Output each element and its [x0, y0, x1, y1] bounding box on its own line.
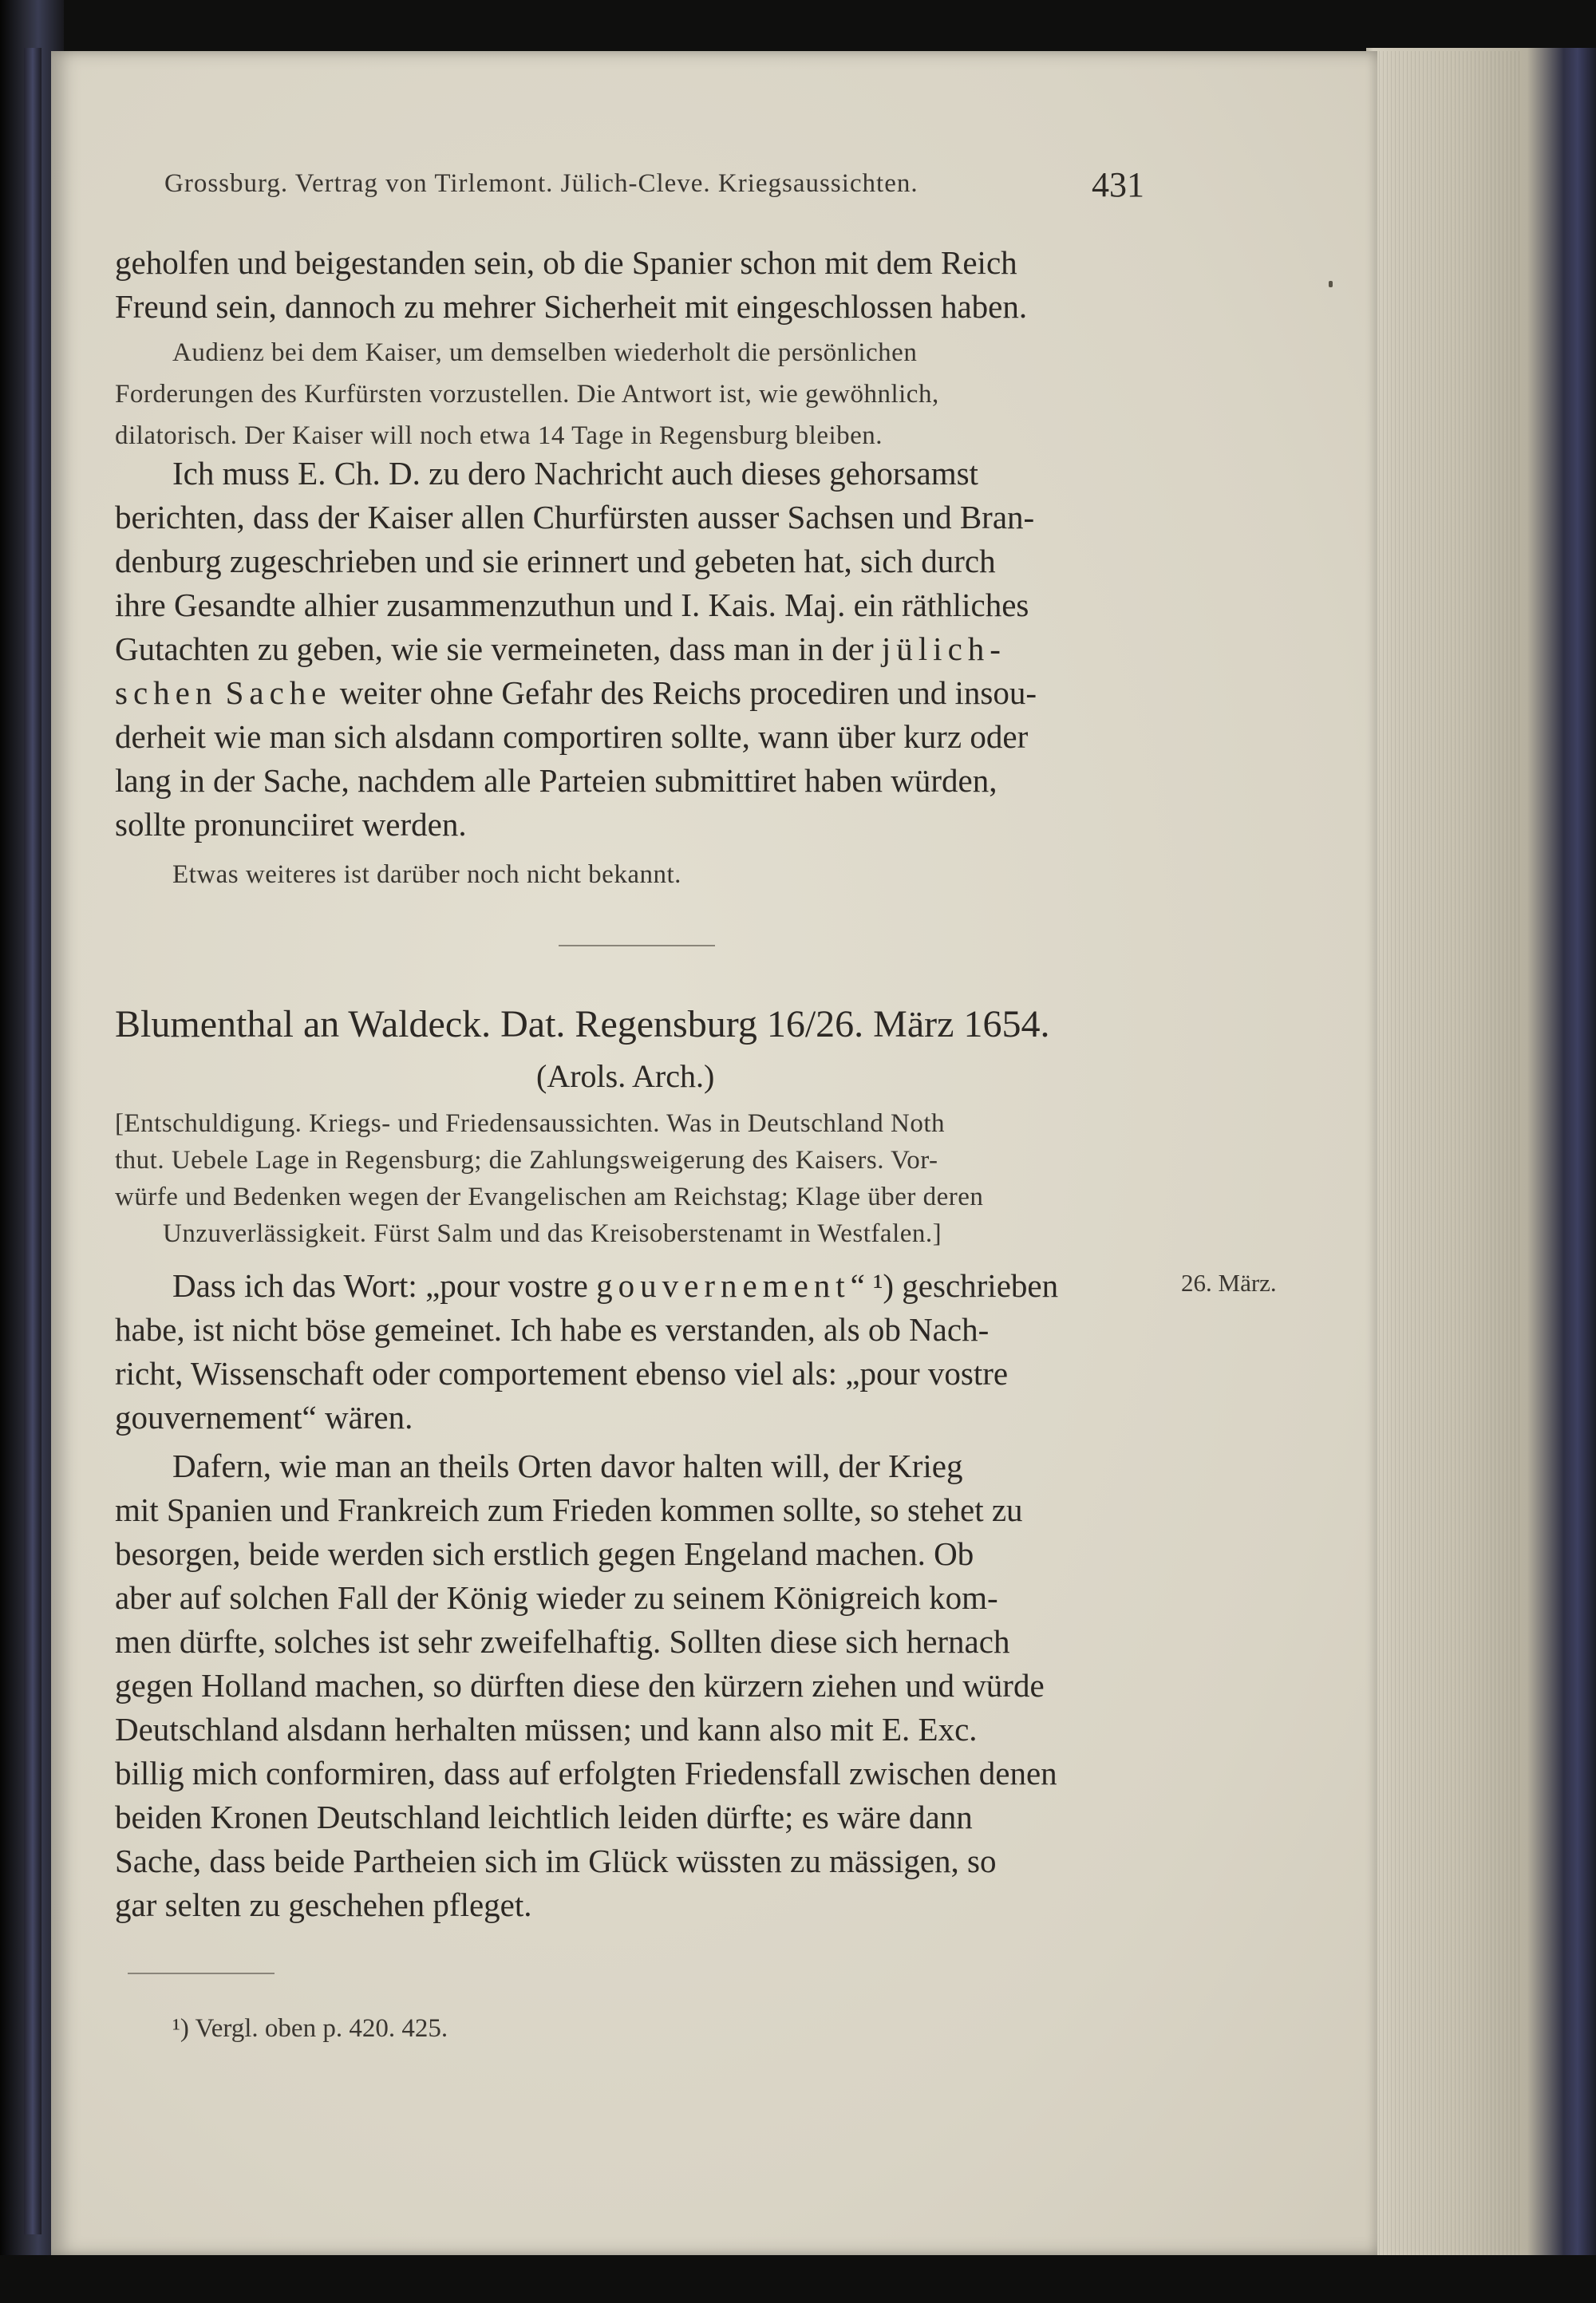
text-line: thut. Uebele Lage in Regensburg; die Zahlungsweigerung des Kaisers. Vor- — [115, 1146, 938, 1175]
text-line: denburg zugeschrieben und sie erinnert und gebeten hat, sich durch — [115, 543, 996, 579]
text-line: gouvernement“ wären. — [115, 1399, 413, 1436]
text-line: geholfen und beigestanden sein, ob die Spanier schon mit dem Reich — [115, 244, 1017, 281]
text-line: aber auf solchen Fall der König wieder zu seinem Königreich kom- — [115, 1579, 998, 1616]
text-line: gegen Holland machen, so dürften diese den kürzern ziehen und würde — [115, 1667, 1045, 1704]
text-line: men dürfte, solches ist sehr zweifelhaftig. Sollten diese sich hernach — [115, 1623, 1010, 1660]
archive-source: (Arols. Arch.) — [536, 1058, 715, 1094]
text-line — [172, 1264, 1058, 1308]
text-line: ihre Gesandte alhier zusammenzuthun und I. Kais. Maj. ein räthliches — [115, 587, 1029, 623]
text-line: Ich muss E. Ch. D. zu dero Nachricht auch dieses gehorsamst — [172, 455, 978, 492]
section-divider — [559, 945, 715, 946]
running-header: Grossburg. Vertrag von Tirlemont. Jülich-Cleve. Kriegsaussichten. — [164, 169, 918, 198]
text-line: Audienz bei dem Kaiser, um demselben wiederholt die persönlichen — [172, 338, 918, 367]
text-line: dilatorisch. Der Kaiser will noch etwa 14 Tage in Regensburg bleiben. — [115, 421, 883, 450]
scan-background-bottom — [0, 2255, 1596, 2303]
text-line: derheit wie man sich alsdann comportiren sollte, wann über kurz oder — [115, 718, 1029, 755]
text-line: Deutschland alsdann herhalten müssen; und kann also mit E. Exc. — [115, 1711, 978, 1748]
text-line: würfe und Bedenken wegen der Evangelischen am Reichstag; Klage über deren — [115, 1183, 984, 1211]
scan-background-top — [0, 0, 1596, 51]
spaced-emphasis: gouvernement — [596, 1267, 851, 1304]
footnote-reference: “ ¹) geschrieben — [850, 1267, 1059, 1304]
closing-note: Etwas weiteres ist darüber noch nicht bekannt. — [172, 860, 681, 889]
text-line: sollte pronunciiret werden. — [115, 806, 467, 843]
text-line: billig mich conformiren, dass auf erfolgten Friedensfall zwischen denen — [115, 1755, 1057, 1791]
footnote: ¹) Vergl. oben p. 420. 425. — [172, 2014, 448, 2043]
page-edge-lines — [1379, 51, 1523, 2260]
text-line: Freund sein, dannoch zu mehrer Sicherheit mit eingeschlossen haben. — [115, 288, 1028, 325]
text-line — [115, 627, 1006, 671]
text-line: lang in der Sache, nachdem alle Parteien submittiret haben würden, — [115, 762, 998, 799]
text-line: richt, Wissenschaft oder comportement ebenso viel als: „pour vostre — [115, 1355, 1009, 1392]
spaced-emphasis: schen — [115, 674, 218, 711]
margin-date: 26. März. — [1181, 1269, 1277, 1297]
text-line: Sache, dass beide Partheien sich im Glück wüssten zu mässigen, so — [115, 1843, 997, 1879]
text-line: gar selten zu geschehen pfleget. — [115, 1886, 532, 1923]
paper-speck — [1329, 281, 1333, 287]
text-line: [Entschuldigung. Kriegs- und Friedensaussichten. Was in Deutschland Noth — [115, 1109, 945, 1138]
text-line — [115, 671, 1037, 715]
letter-heading: Blumenthal an Waldeck. Dat. Regensburg 16/26. März 1654. — [115, 1003, 1050, 1045]
text-fragment: Gutachten zu geben, wie sie vermeineten, dass man in der — [115, 630, 874, 667]
text-line: Forderungen des Kurfürsten vorzustellen. Die Antwort ist, wie gewöhnlich, — [115, 380, 939, 409]
text-line: Unzuverlässigkeit. Fürst Salm und das Kreisoberstenamt in Westfalen.] — [163, 1219, 942, 1248]
left-binding-edge — [24, 48, 41, 2234]
footnote-separator — [128, 1973, 275, 1974]
text-fragment: Dass ich das Wort: „pour vostre — [172, 1267, 588, 1304]
text-line: berichten, dass der Kaiser allen Churfürsten ausser Sachsen und Bran- — [115, 499, 1035, 535]
text-line: habe, ist nicht böse gemeinet. Ich habe es verstanden, als ob Nach- — [115, 1311, 990, 1348]
spaced-emphasis: Sache — [225, 674, 332, 711]
text-line: mit Spanien und Frankreich zum Frieden kommen sollte, so stehet zu — [115, 1491, 1023, 1528]
spaced-emphasis: jülich- — [881, 630, 1006, 667]
text-line: Dafern, wie man an theils Orten davor halten will, der Krieg — [172, 1448, 963, 1484]
text-fragment: weiter ohne Gefahr des Reichs procediren und insou- — [339, 674, 1037, 711]
text-line: besorgen, beide werden sich erstlich gegen Engeland machen. Ob — [115, 1535, 974, 1572]
text-line: beiden Kronen Deutschland leichtlich leiden dürfte; es wäre dann — [115, 1799, 973, 1835]
page-number: 431 — [1092, 165, 1144, 204]
